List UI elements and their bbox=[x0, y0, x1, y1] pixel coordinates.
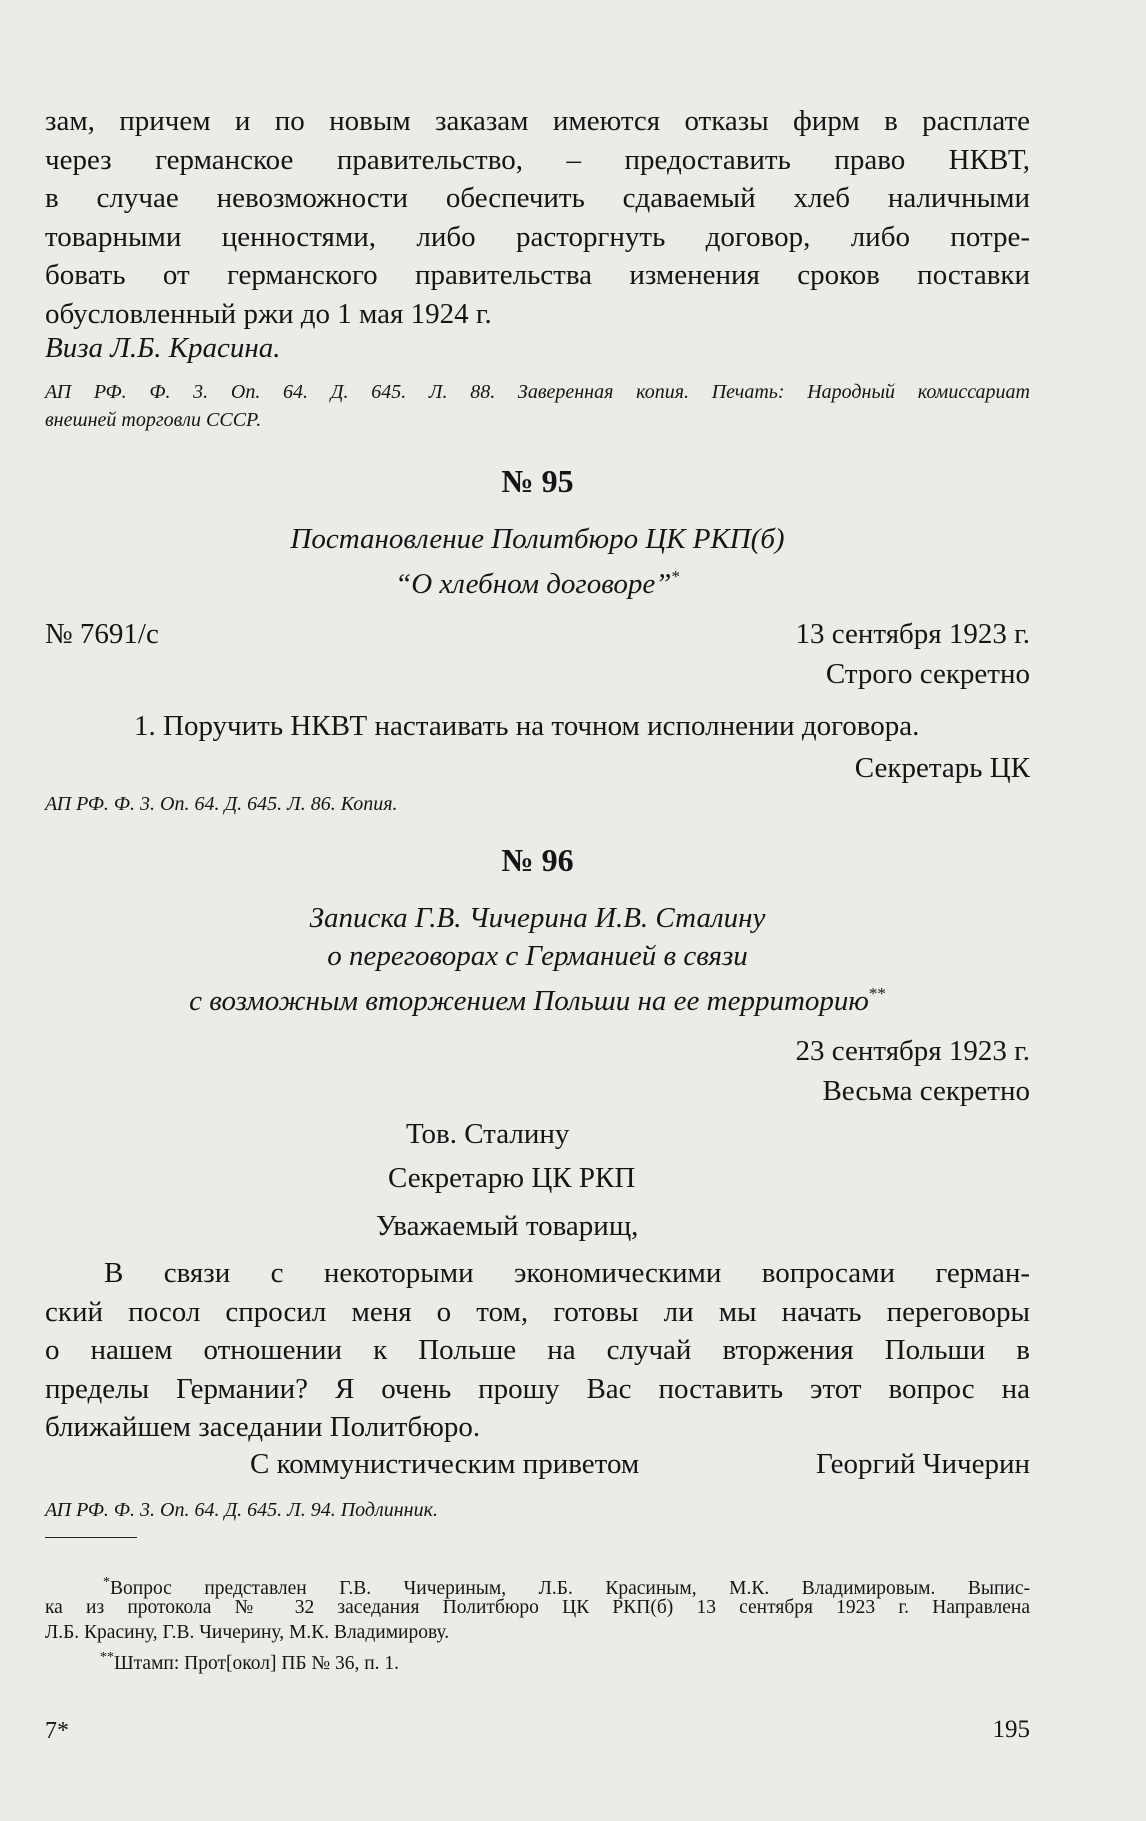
archive-line: АП РФ. Ф. 3. Оп. 64. Д. 645. Л. 88. Заверенная копия. Печать: Народный комиссариат bbox=[45, 381, 1030, 403]
paragraph-line: товарными ценностями, либо расторгнуть договор, либо потре- bbox=[45, 220, 1030, 253]
addressee: Тов. Сталину bbox=[406, 1118, 570, 1150]
page-number: 195 bbox=[992, 1716, 1030, 1743]
footnote-text: Вопрос представлен Г.В. Чичериным, Л.Б. Красиным, М.К. Владимировым. Выпис- bbox=[110, 1578, 1030, 1599]
letter-body bbox=[45, 1254, 1030, 1447]
secrecy-stamp: Весьма секретно bbox=[822, 1075, 1030, 1107]
footnote-line: ка из протокола № 32 заседания Политбюро ЦК РКП(б) 13 сентября 1923 г. Направлена bbox=[45, 1597, 1030, 1618]
paragraph-line: в случае невозможности обеспечить сдаваемый хлеб наличными bbox=[45, 182, 1030, 214]
title-line: Постановление Политбюро ЦК РКП(б) bbox=[290, 523, 785, 555]
document-date: 23 сентября 1923 г. bbox=[795, 1035, 1030, 1067]
archive-reference bbox=[45, 378, 1030, 434]
archive-reference: АП РФ. Ф. 3. Оп. 64. Д. 645. Л. 94. Подлинник. bbox=[45, 1499, 438, 1521]
footnote-marker: * bbox=[103, 1575, 110, 1590]
salutation: Уважаемый товарищ, bbox=[376, 1210, 639, 1242]
footnote-separator bbox=[45, 1537, 137, 1538]
archive-reference: АП РФ. Ф. 3. Оп. 64. Д. 645. Л. 86. Копия. bbox=[45, 793, 398, 815]
document-number: № 95 bbox=[501, 463, 574, 499]
resolution-item: 1. Поручить НКВТ настаивать на точном исполнении договора. bbox=[134, 710, 920, 742]
closing: С коммунистическим приветом bbox=[250, 1448, 640, 1480]
paragraph-line: зам, причем и по новым заказам имеются отказы фирм в расплате bbox=[45, 105, 1030, 137]
registration-number: № 7691/с bbox=[45, 618, 159, 650]
secrecy-stamp: Строго секретно bbox=[825, 658, 1030, 690]
title-line: о переговорах с Германией в связи bbox=[327, 940, 748, 972]
document-date: 13 сентября 1923 г. bbox=[795, 618, 1030, 650]
document-title bbox=[45, 899, 1030, 1020]
signature-mark: 7* bbox=[45, 1718, 69, 1744]
footnote-continuation bbox=[45, 1595, 1030, 1645]
visa-note: Виза Л.Б. Красина. bbox=[45, 332, 281, 364]
paragraph-line: ближайшем заседании Политбюро. bbox=[45, 1411, 481, 1443]
paragraph-line: о нашем отношении к Польше на случай вторжения Польши в bbox=[45, 1334, 1030, 1366]
document-title bbox=[45, 520, 1030, 603]
title-line: Записка Г.В. Чичерина И.В. Сталину bbox=[309, 902, 766, 934]
intro-paragraph bbox=[45, 102, 1030, 333]
signature: Секретарь ЦК bbox=[854, 752, 1030, 784]
paragraph-line: через германское правительство, – предоставить право НКВТ, bbox=[45, 143, 1030, 176]
title-text: “О хлебном договоре” bbox=[395, 568, 672, 600]
paragraph-line: обусловленный ржи до 1 мая 1924 г. bbox=[45, 297, 492, 330]
title-line bbox=[45, 975, 1030, 1020]
paragraph-line: В связи с некоторыми экономическими вопросами герман- bbox=[104, 1257, 1030, 1289]
title-line bbox=[45, 558, 1030, 603]
signer: Георгий Чичерин bbox=[816, 1448, 1030, 1480]
footnote-text: Штамп: Прот[окол] ПБ № 36, п. 1. bbox=[114, 1653, 400, 1674]
footnote-line: Л.Б. Красину, Г.В. Чичерину, М.К. Владимирову. bbox=[45, 1622, 450, 1643]
footnote-marker: ** bbox=[100, 1650, 114, 1665]
title-text: с возможным вторжением Польши на ее территорию bbox=[189, 985, 869, 1017]
footnote-marker: * bbox=[671, 567, 680, 586]
paragraph-line: бовать от германского правительства изменения сроков поставки bbox=[45, 259, 1030, 291]
footnote bbox=[100, 1645, 399, 1676]
addressee: Секретарю ЦК РКП bbox=[388, 1162, 636, 1194]
document-number: № 96 bbox=[501, 842, 574, 878]
archive-line: внешней торговли СССР. bbox=[45, 409, 262, 431]
paragraph-line: ский посол спросил меня о том, готовы ли мы начать переговоры bbox=[45, 1295, 1030, 1328]
footnote-marker: ** bbox=[868, 984, 886, 1003]
paragraph-line: пределы Германии? Я очень прошу Вас поставить этот вопрос на bbox=[45, 1372, 1030, 1405]
